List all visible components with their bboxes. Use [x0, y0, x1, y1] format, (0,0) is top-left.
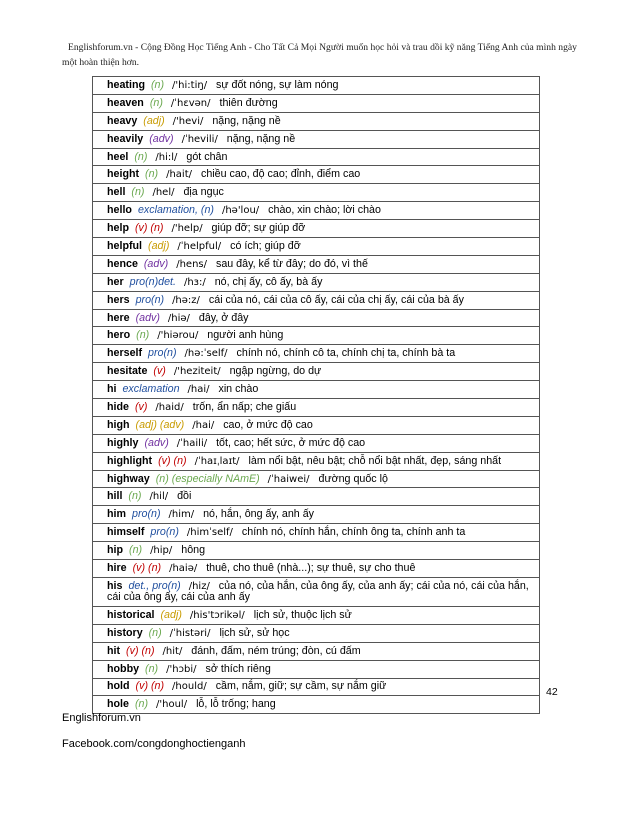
entry-meaning: đường quốc lộ: [318, 472, 388, 485]
table-row: [93, 678, 540, 696]
entry-cell: [93, 660, 540, 678]
entry-ipa: /hɜ:/: [183, 276, 206, 288]
entry-meaning: giúp đỡ; sự giúp đỡ: [211, 222, 306, 235]
entry-meaning: chính nó, chính cô ta, chính chị ta, chính bà ta: [236, 347, 456, 360]
entry-cell: [93, 470, 540, 488]
entry-meaning: sau đây, kể từ đây; do đó, vì thế: [215, 257, 368, 270]
entry-cell: [93, 524, 540, 542]
entry-ipa: /hel/: [152, 187, 175, 199]
entry-ipa: /ˈhevili/: [181, 133, 218, 145]
entry-word: heaven: [107, 96, 144, 109]
entry-ipa: /hiz/: [188, 580, 210, 592]
table-row: [93, 542, 540, 560]
entry-cell: [93, 399, 540, 417]
vocabulary-table: [92, 76, 540, 714]
entry-word: hold: [107, 680, 130, 693]
entry-pos: (v) (n): [132, 561, 162, 574]
entry-cell: [93, 678, 540, 696]
entry-cell: [93, 696, 540, 714]
table-row: [93, 696, 540, 714]
entry-word: heavy: [107, 114, 138, 127]
entry-pos: exclamation, (n): [137, 204, 214, 217]
entry-ipa: /ˈhaɪˌlaɪt/: [194, 455, 240, 467]
entry-ipa: /'hɔbi/: [166, 663, 197, 675]
entry-ipa: /hip/: [150, 545, 173, 557]
entry-pos: (adj) (adv): [135, 418, 185, 431]
entry-meaning: cầm, nắm, giữ; sự cầm, sự nắm giữ: [215, 680, 387, 693]
entry-meaning: địa ngục: [183, 186, 224, 199]
entry-meaning: thuê, cho thuê (nhà...); sự thuê, sự cho thuê: [206, 561, 416, 574]
entry-pos: exclamation: [122, 383, 180, 396]
entry-cell: [93, 542, 540, 560]
entry-pos: (n): [149, 96, 163, 109]
entry-pos: (n): [129, 544, 143, 557]
entry-cell: [93, 506, 540, 524]
table-row: [93, 399, 540, 417]
entry-pos: (n): [128, 490, 142, 503]
entry-meaning: chính nó, chính hắn, chính ông ta, chính anh ta: [241, 526, 466, 539]
entry-pos: (n) (especially NAmE): [155, 472, 260, 485]
entry-meaning: sở thích riêng: [205, 662, 271, 675]
entry-cell: [93, 363, 540, 381]
entry-word: hobby: [107, 662, 140, 675]
table-row: [93, 112, 540, 130]
entry-cell: [93, 345, 540, 363]
table-row: [93, 416, 540, 434]
entry-meaning: ngập ngừng, do dự: [229, 365, 322, 378]
entry-word: hit: [107, 644, 121, 657]
entry-ipa: /haiə/: [169, 562, 198, 574]
table-row: [93, 273, 540, 291]
entry-cell: [93, 309, 540, 327]
entry-meaning: lịch sử, sử học: [219, 626, 290, 639]
entry-meaning: trốn, ẩn nấp; che giấu: [192, 400, 297, 413]
entry-word: herself: [107, 347, 143, 360]
entry-word: historical: [107, 608, 155, 621]
entry-pos: (adv): [135, 311, 160, 324]
entry-word: helpful: [107, 239, 143, 252]
entry-pos: pro(n): [148, 347, 177, 360]
entry-pos: (n): [148, 626, 162, 639]
table-row: [93, 606, 540, 624]
entry-word: hero: [107, 329, 131, 342]
table-row: [93, 381, 540, 399]
entry-ipa: /'hi:tiŋ/: [172, 79, 208, 91]
entry-ipa: /'hiərou/: [157, 330, 199, 342]
entry-meaning: đồi: [177, 490, 192, 503]
table-row: [93, 452, 540, 470]
table-row: [93, 470, 540, 488]
entry-pos: (adv): [144, 436, 169, 449]
entry-cell: [93, 327, 540, 345]
entry-meaning: nặng, nặng nề: [212, 114, 281, 127]
entry-ipa: /hai/: [192, 419, 215, 431]
table-row: [93, 560, 540, 578]
table-row: [93, 255, 540, 273]
entry-cell: [93, 94, 540, 112]
entry-ipa: /him/: [168, 509, 195, 521]
entry-pos: (v) (n): [126, 644, 155, 657]
entry-meaning: chào, xin chào; lời chào: [268, 204, 381, 217]
entry-ipa: /'hevi/: [172, 115, 204, 127]
table-row: [93, 148, 540, 166]
table-row: [93, 642, 540, 660]
entry-ipa: /'heziteit/: [173, 366, 221, 378]
entry-cell: [93, 624, 540, 642]
entry-pos: (n): [134, 150, 148, 163]
table-row: [93, 345, 540, 363]
entry-ipa: /ˈhaiwei/: [267, 473, 310, 485]
entry-ipa: /hould/: [172, 681, 207, 693]
entry-cell: [93, 560, 540, 578]
entry-word: her: [107, 275, 124, 288]
table-row: [93, 363, 540, 381]
entry-meaning: làm nổi bật, nêu bật; chỗ nổi bật nhất, đẹp, sáng nhất: [248, 454, 502, 467]
table-row: [93, 327, 540, 345]
entry-cell: [93, 238, 540, 256]
page-number: 42: [546, 686, 558, 698]
entry-cell: [93, 220, 540, 238]
table-row: [93, 506, 540, 524]
table-row: [93, 434, 540, 452]
entry-meaning: nặng, nặng nề: [226, 132, 296, 145]
entry-ipa: /hens/: [176, 258, 207, 270]
table-row: [93, 309, 540, 327]
entry-cell: [93, 166, 540, 184]
entry-word: heating: [107, 78, 146, 91]
entry-word: hill: [107, 490, 123, 503]
entry-meaning: cái của nó, cái của cô ấy, cái của chị ấy, cái của bà ấy: [208, 293, 464, 306]
entry-pos: (adv): [143, 257, 169, 270]
entry-cell: [93, 77, 540, 95]
entry-meaning: lịch sử, thuộc lịch sử: [253, 608, 352, 621]
entry-cell: [93, 434, 540, 452]
entry-ipa: /ˈhɛvən/: [170, 97, 211, 109]
table-row: [93, 291, 540, 309]
entry-pos: (v) (n): [158, 454, 187, 467]
entry-ipa: /hə:z/: [172, 294, 200, 306]
entry-pos: det., pro(n): [128, 579, 181, 592]
table-row: [93, 94, 540, 112]
footer-facebook[interactable]: Facebook.com/congdonghoctienganh: [62, 738, 246, 750]
table-row: [93, 624, 540, 642]
entry-ipa: /ˈhistəri/: [169, 627, 211, 639]
entry-meaning: xin chào: [218, 383, 259, 396]
entry-ipa: /haid/: [155, 401, 184, 413]
entry-word: him: [107, 508, 127, 521]
entry-ipa: /hait/: [166, 169, 192, 181]
entry-word: hire: [107, 561, 127, 574]
entry-cell: [93, 577, 540, 606]
table-row: [93, 184, 540, 202]
table-row: [93, 238, 540, 256]
entry-word: help: [107, 222, 129, 235]
entry-cell: [93, 148, 540, 166]
entry-cell: [93, 416, 540, 434]
entry-word: himself: [107, 526, 145, 539]
entry-cell: [93, 381, 540, 399]
entry-cell: [93, 488, 540, 506]
entry-meaning: của nó, của hắn, của ông ấy, của anh ấy; cái của nó, cái của hắn, cái của ông ấy, cái của anh ấy: [107, 579, 529, 603]
entry-cell: [93, 112, 540, 130]
entry-word: his: [107, 579, 123, 592]
entry-cell: [93, 606, 540, 624]
entry-meaning: có ích; giúp đỡ: [230, 239, 301, 252]
entry-pos: (v) (n): [134, 222, 164, 235]
table-row: [93, 660, 540, 678]
entry-meaning: nó, hắn, ông ấy, anh ấy: [203, 508, 315, 521]
entry-word: history: [107, 626, 143, 639]
entry-word: hers: [107, 293, 130, 306]
entry-word: height: [107, 168, 140, 181]
entry-ipa: /ˈhaili/: [176, 437, 208, 449]
entry-pos: (n): [151, 78, 165, 91]
entry-ipa: /hai/: [187, 384, 210, 396]
entry-word: hello: [107, 204, 132, 217]
entry-meaning: hông: [181, 544, 206, 557]
entry-meaning: người anh hùng: [207, 329, 284, 342]
table-row: [93, 77, 540, 95]
entry-ipa: /his'tɔrikəl/: [189, 609, 245, 621]
entry-pos: (n): [131, 186, 145, 199]
table-row: [93, 524, 540, 542]
entry-ipa: /ˈhelpful/: [177, 240, 222, 252]
entry-pos: (adj): [143, 114, 165, 127]
table-row: [93, 166, 540, 184]
entry-ipa: /himˈself/: [186, 527, 233, 539]
entry-meaning: gót chân: [186, 150, 228, 163]
entry-word: hi: [107, 383, 117, 396]
entry-meaning: cao, ở mức độ cao: [223, 418, 313, 431]
entry-word: here: [107, 311, 130, 324]
entry-pos: pro(n)det.: [129, 275, 176, 288]
entry-pos: pro(n): [150, 526, 179, 539]
entry-pos: pro(n): [132, 508, 161, 521]
entry-cell: [93, 291, 540, 309]
table-row: [93, 577, 540, 606]
entry-meaning: đánh, đấm, ném trúng; đòn, cú đấm: [191, 644, 361, 657]
page-header: Englishforum.vn - Cộng Đồng Học Tiếng Anh - Cho Tất Cả Mọi Người muốn học hỏi và trau dồi kỹ năng Tiếng Anh của mình ngày một hoàn thiện hơn.: [62, 42, 577, 68]
entry-ipa: /hə'lou/: [221, 205, 260, 217]
entry-pos: (n): [145, 662, 159, 675]
entry-cell: [93, 255, 540, 273]
entry-ipa: /'houl/: [156, 699, 188, 711]
entry-meaning: sự đốt nóng, sự làm nóng: [216, 78, 339, 91]
table-row: [93, 220, 540, 238]
entry-word: heavily: [107, 132, 144, 145]
entry-meaning: thiên đường: [219, 96, 278, 109]
entry-ipa: /hit/: [162, 645, 183, 657]
entry-meaning: đây, ở đây: [198, 311, 249, 324]
entry-word: highlight: [107, 454, 153, 467]
entry-meaning: tốt, cao; hết sức, ở mức độ cao: [216, 436, 366, 449]
entry-cell: [93, 452, 540, 470]
entry-ipa: /hə:ˈself/: [184, 348, 228, 360]
entry-word: hell: [107, 186, 126, 199]
entry-word: heel: [107, 150, 129, 163]
entry-word: hip: [107, 544, 124, 557]
entry-pos: (n): [134, 698, 149, 711]
entry-meaning: nó, chị ấy, cô ấy, bà ấy: [214, 275, 323, 288]
entry-word: highway: [107, 472, 150, 485]
entry-word: highly: [107, 436, 139, 449]
entry-word: hide: [107, 400, 129, 413]
entry-cell: [93, 184, 540, 202]
table-row: [93, 488, 540, 506]
entry-cell: [93, 202, 540, 220]
entry-ipa: /hiə/: [167, 312, 190, 324]
entry-word: high: [107, 418, 130, 431]
footer-site[interactable]: Englishforum.vn: [62, 712, 141, 724]
entry-word: hole: [107, 698, 129, 711]
entry-pos: (n): [136, 329, 150, 342]
entry-pos: pro(n): [135, 293, 165, 306]
entry-meaning: chiều cao, độ cao; đỉnh, điểm cao: [200, 168, 361, 181]
entry-meaning: lỗ, lỗ trống; hang: [196, 698, 276, 711]
entry-pos: (v) (n): [135, 680, 165, 693]
table-row: [93, 130, 540, 148]
table-row: [93, 202, 540, 220]
entry-cell: [93, 642, 540, 660]
entry-ipa: /hil/: [149, 491, 169, 503]
entry-cell: [93, 130, 540, 148]
entry-pos: (adj): [148, 239, 170, 252]
entry-ipa: /hi:l/: [155, 151, 178, 163]
entry-cell: [93, 273, 540, 291]
entry-pos: (v): [153, 365, 166, 378]
entry-pos: (adv): [149, 132, 174, 145]
entry-ipa: /'help/: [171, 223, 203, 235]
entry-word: hence: [107, 257, 138, 270]
entry-pos: (adj): [160, 608, 182, 621]
entry-pos: (v): [134, 400, 148, 413]
entry-word: hesitate: [107, 365, 148, 378]
entry-pos: (n): [145, 168, 159, 181]
